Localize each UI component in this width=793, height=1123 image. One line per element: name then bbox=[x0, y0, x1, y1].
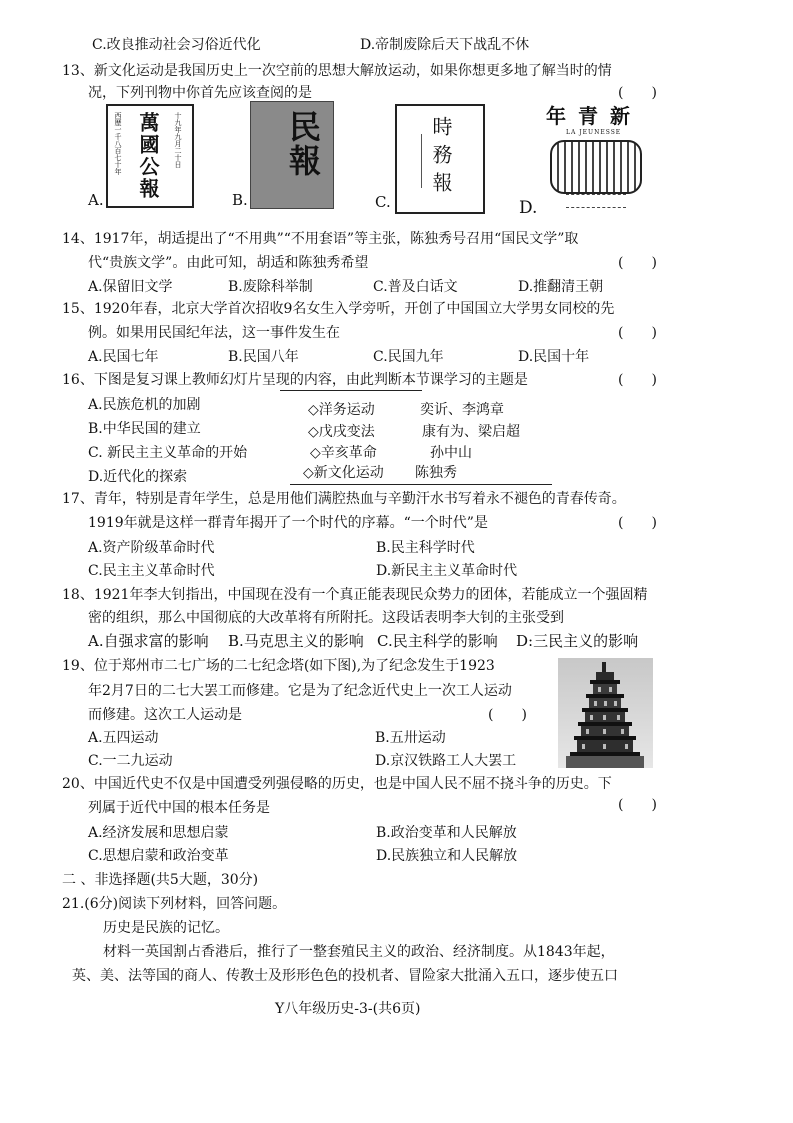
q15-option-d: D.民国十年 bbox=[518, 349, 590, 365]
q17-option-d: D.新民主主义革命时代 bbox=[376, 563, 518, 579]
q19-option-d: D.京汉铁路工人大罢工 bbox=[375, 753, 517, 769]
slide-bottom-rule bbox=[290, 484, 552, 485]
q16-stem: 16、下图是复习课上教师幻灯片呈现的内容，由此判断本节课学习的主题是 bbox=[62, 372, 528, 388]
q16-option-a: A.民族危机的加剧 bbox=[88, 397, 201, 413]
q13-stem-line1: 13、新文化运动是我国历史上一次空前的思想大解放运动，如果你想更多地了解当时的情 bbox=[62, 63, 612, 79]
q20-option-b: B.政治变革和人民解放 bbox=[376, 825, 517, 841]
cover-a-title: 萬國公報 bbox=[136, 112, 160, 200]
section-2-heading: 二 、非选择题(共5大题，30分) bbox=[62, 872, 259, 888]
q14-answer-paren: ( ) bbox=[618, 255, 657, 271]
q13-answer-paren: ( ) bbox=[618, 85, 657, 101]
q15-option-b: B.民国八年 bbox=[228, 349, 299, 365]
q13-label-a: A. bbox=[88, 191, 104, 209]
q13-label-d: D. bbox=[519, 198, 538, 218]
q19-option-b: B.五卅运动 bbox=[375, 730, 446, 746]
q12-option-c: C.改良推动社会习俗近代化 bbox=[92, 37, 261, 53]
q19-option-c: C.一二九运动 bbox=[88, 753, 173, 769]
q16-option-c: C. 新民主主义革命的开始 bbox=[88, 445, 248, 461]
q20-option-c: C.思想启蒙和政治变革 bbox=[88, 848, 229, 864]
magazine-cover-xin-qingnian bbox=[536, 104, 652, 212]
q19-stem-line2: 年2月7日的二七大罢工而修建。它是为了纪念近代史上一次工人运动 bbox=[88, 683, 512, 699]
cover-b-title: 民報 bbox=[284, 110, 322, 178]
cover-d-subtitle: LA JEUNESSE bbox=[566, 129, 622, 136]
slide-people-2: 康有为、梁启超 bbox=[422, 424, 520, 440]
cover-c-title: 時務報 bbox=[429, 116, 453, 200]
q15-stem-line2: 例。如果用民国纪年法，这一事件发生在 bbox=[88, 325, 340, 341]
slide-people-4: 陈独秀 bbox=[415, 465, 457, 481]
q14-stem-line2: 代“贵族文学”。由此可知，胡适和陈独秀希望 bbox=[88, 255, 369, 271]
cover-a-side-right: 十九年九月二十日 bbox=[174, 112, 182, 168]
q20-stem-line2: 列属于近代中国的根本任务是 bbox=[88, 800, 270, 816]
q18-stem-line2: 密的组织，那么中国彻底的大改革将有所附托。这段话表明李大钊的主张受到 bbox=[88, 610, 564, 626]
q21-material-line1: 材料一英国割占香港后，推行了一整套殖民主义的政治、经济制度。从1843年起， bbox=[103, 944, 615, 960]
cover-a-side-left: 西歷一千八百七十年 bbox=[114, 112, 122, 175]
q15-stem-line1: 15、1920年春，北京大学首次招收9名女生入学旁听，开创了中国国立大学男女同校的先 bbox=[62, 301, 615, 317]
q13-stem-line2: 况，下列刊物中你首先应该查阅的是 bbox=[88, 85, 312, 101]
q15-option-c: C.民国九年 bbox=[373, 349, 444, 365]
q14-option-c: C.普及白话文 bbox=[373, 279, 458, 295]
q16-answer-paren: ( ) bbox=[618, 372, 657, 388]
slide-event-4: ◇新文化运动 bbox=[303, 465, 384, 481]
q20-stem-line1: 20、中国近代史不仅是中国遭受列强侵略的历史，也是中国人民不屈不挠斗争的历史。下 bbox=[62, 776, 612, 792]
q14-option-b: B.废除科举制 bbox=[228, 279, 313, 295]
erqi-memorial-tower-photo bbox=[558, 658, 653, 768]
q17-stem-line2: 1919年就是这样一群青年揭开了一个时代的序幕。“一个时代”是 bbox=[88, 515, 488, 531]
q20-option-a: A.经济发展和思想启蒙 bbox=[88, 825, 229, 841]
q17-option-b: B.民主科学时代 bbox=[376, 540, 475, 556]
magazine-cover-wanguo-gongbao bbox=[106, 104, 194, 208]
q21-material-line2: 英、美、法等国的商人、传教士及形形色色的投机者、冒险家大批涌入五口，逐步使五口 bbox=[72, 968, 618, 984]
cover-d-ornament bbox=[550, 140, 642, 194]
q15-option-a: A.民国七年 bbox=[88, 349, 159, 365]
q13-label-b: B. bbox=[232, 191, 248, 209]
q18-stem-line1: 18、1921年李大钊指出，中国现在没有一个真正能表现民众势力的团体，若能成立一个强固精 bbox=[62, 587, 648, 603]
q17-option-a: A.资产阶级革命时代 bbox=[88, 540, 215, 556]
cover-d-title: 新青年 bbox=[546, 104, 642, 128]
q19-stem-line1: 19、位于郑州市二七广场的二七纪念塔(如下图),为了纪念发生于1923 bbox=[62, 658, 495, 674]
magazine-cover-shiwu-bao bbox=[395, 104, 485, 214]
q17-answer-paren: ( ) bbox=[618, 515, 657, 531]
q18-option-a: A.自强求富的影响 bbox=[88, 632, 209, 650]
cover-c-side-note bbox=[403, 134, 422, 188]
q13-label-c: C. bbox=[375, 193, 391, 211]
q14-option-d: D.推翻清王朝 bbox=[518, 279, 604, 295]
q14-option-a: A.保留旧文学 bbox=[88, 279, 173, 295]
q19-stem-line3: 而修建。这次工人运动是 bbox=[88, 707, 242, 723]
page-footer: Y八年级历史-3-(共6页) bbox=[275, 1001, 421, 1017]
q16-option-b: B.中华民国的建立 bbox=[88, 421, 201, 437]
q21-stem: 21.(6分)阅读下列材料，回答问题。 bbox=[62, 896, 287, 912]
q19-option-a: A.五四运动 bbox=[88, 730, 159, 746]
magazine-cover-min-bao bbox=[250, 101, 334, 209]
q18-option-b: B.马克思主义的影响 bbox=[228, 632, 364, 650]
q18-option-c: C.民主科学的影响 bbox=[377, 632, 498, 650]
slide-event-2: ◇戊戌变法 bbox=[308, 424, 375, 440]
slide-event-1: ◇洋务运动 bbox=[308, 402, 375, 418]
q17-stem-line1: 17、青年，特别是青年学生，总是用他们满腔热血与辛勤汗水书写着永不褪色的青春传奇。 bbox=[62, 491, 626, 507]
q16-option-d: D.近代化的探索 bbox=[88, 469, 188, 485]
slide-event-3: ◇辛亥革命 bbox=[310, 445, 377, 461]
q20-answer-paren: ( ) bbox=[618, 797, 657, 813]
slide-people-3: 孙中山 bbox=[430, 445, 472, 461]
q14-stem-line1: 14、1917年，胡适提出了“不用典”“不用套语”等主张，陈独秀号召用“国民文学”取 bbox=[62, 231, 579, 247]
q18-option-d: D:三民主义的影响 bbox=[516, 632, 639, 650]
q16-stem-underline bbox=[280, 390, 422, 391]
slide-people-1: 奕䜣、李鸿章 bbox=[420, 402, 504, 418]
q21-intro: 历史是民族的记忆。 bbox=[103, 920, 229, 936]
q17-option-c: C.民主主义革命时代 bbox=[88, 563, 215, 579]
cover-d-footer-text bbox=[566, 194, 626, 208]
q15-answer-paren: ( ) bbox=[618, 325, 657, 341]
q19-answer-paren: ( ) bbox=[488, 707, 527, 723]
q12-option-d: D.帝制废除后天下战乱不休 bbox=[360, 37, 530, 53]
q20-option-d: D.民族独立和人民解放 bbox=[376, 848, 518, 864]
